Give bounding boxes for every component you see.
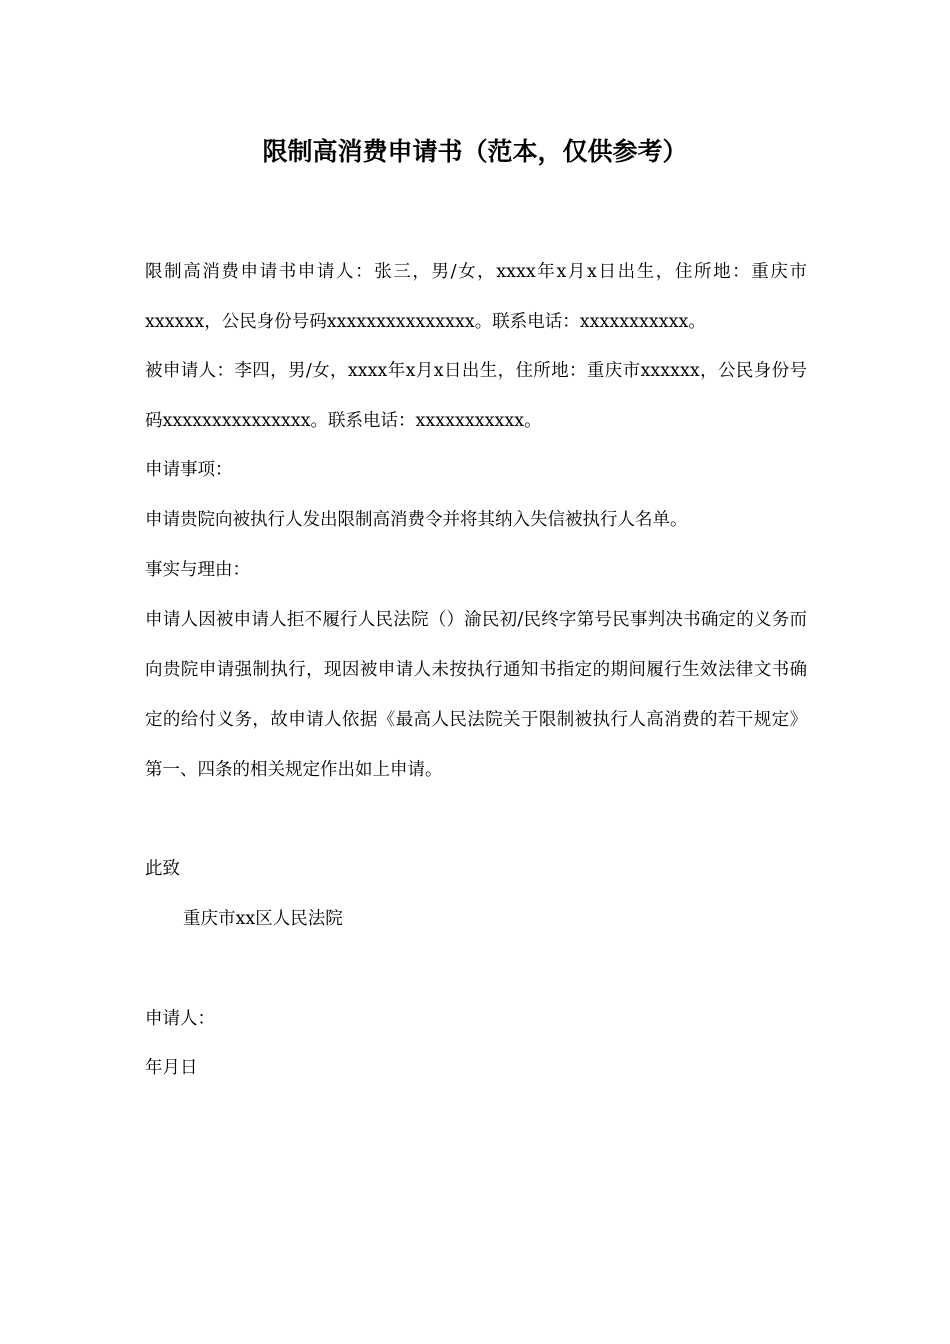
salutation: 此致 [145,859,180,879]
recipient-court: 重庆市xx区人民法院 [183,909,343,929]
request-content: 申请贵院向被执行人发出限制高消费令并将其纳入失信被执行人名单。 [145,510,688,530]
date-label: 年月日 [145,1058,198,1078]
facts-content: 申请人因被申请人拒不履行人民法院（）渝民初/民终字第号民事判决书确定的义务而向贵院申请强制执行，现因被申请人未按执行通知书指定的期间履行生效法律文书确定的给付义务，故申请人依据《最高人民法院关于限制被执行人高消费的若干规定》第一、四条的相关规定作出如上申请。 [145,610,807,780]
applicant-info-paragraph: 限制高消费申请书申请人：张三，男/女，xxxx年x月x日出生，住所地：重庆市xxxxxx，公民身份号码xxxxxxxxxxxxxxx。联系电话：xxxxxxxxxxx。 [145,262,807,332]
signature-label: 申请人： [145,1009,215,1029]
document-title: 限制高消费申请书（范本，仅供参考） [262,137,688,166]
respondent-info-paragraph: 被申请人：李四，男/女，xxxx年x月x日出生，住所地：重庆市xxxxxx，公民身份号码xxxxxxxxxxxxxxx。联系电话：xxxxxxxxxxx。 [145,361,807,431]
facts-heading: 事实与理由： [145,560,250,580]
request-heading: 申请事项： [145,460,233,480]
